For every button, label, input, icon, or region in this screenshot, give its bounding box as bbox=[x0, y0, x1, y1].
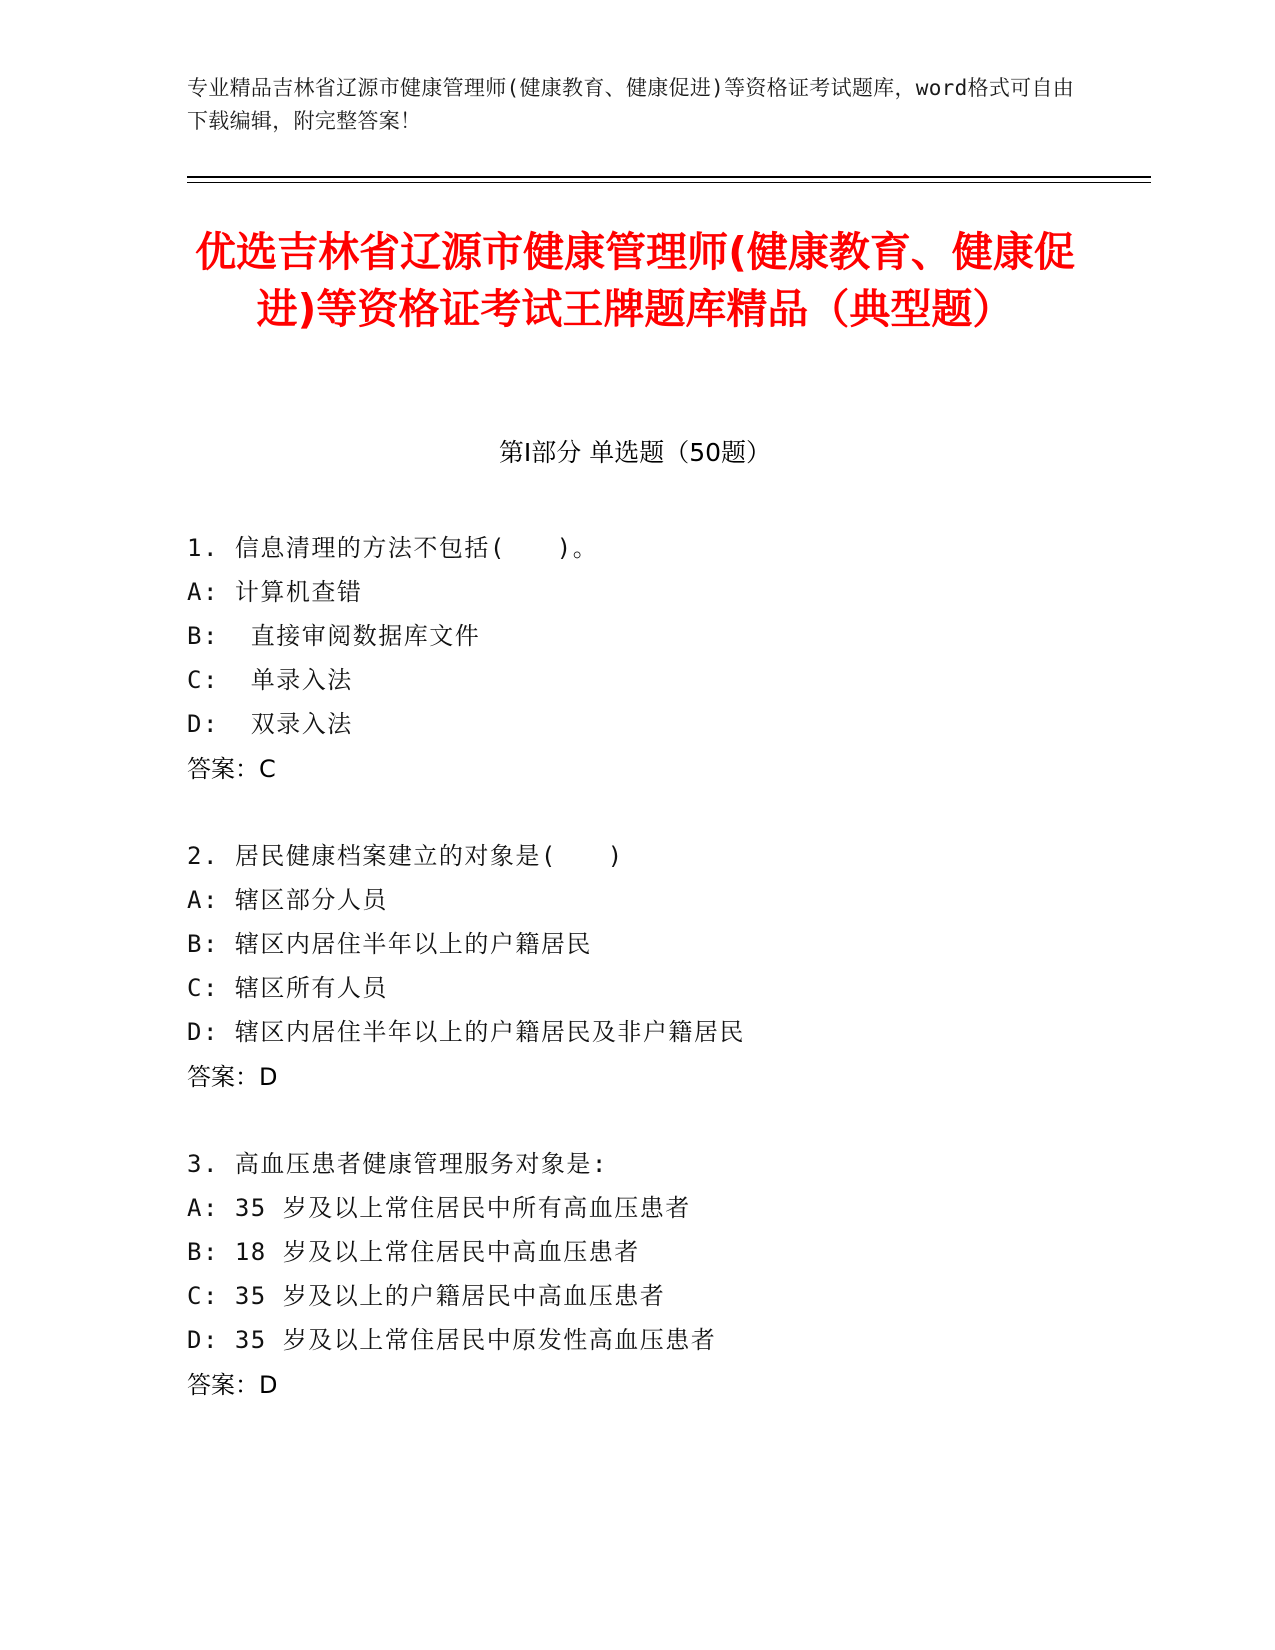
option-a: A: 辖区部分人员 bbox=[187, 886, 388, 914]
option-c: C: 单录入法 bbox=[187, 666, 353, 694]
question-stem: 1. 信息清理的方法不包括( )。 bbox=[187, 534, 599, 562]
question-stem: 3. 高血压患者健康管理服务对象是: bbox=[187, 1150, 608, 1178]
section-heading: 第Ⅰ部分 单选题（50题） bbox=[498, 438, 772, 467]
answer: 答案：D bbox=[187, 1371, 278, 1399]
answer: 答案：D bbox=[187, 1063, 278, 1091]
header-rule-thin bbox=[187, 182, 1151, 183]
question-3 bbox=[187, 1142, 1087, 1408]
answer: 答案：C bbox=[187, 755, 276, 783]
option-b: B: 辖区内居住半年以上的户籍居民 bbox=[187, 930, 592, 958]
option-c: C: 35 岁及以上的户籍居民中高血压患者 bbox=[187, 1282, 666, 1310]
option-b: B: 18 岁及以上常住居民中高血压患者 bbox=[187, 1238, 640, 1266]
option-d: D: 35 岁及以上常住居民中原发性高血压患者 bbox=[187, 1326, 717, 1354]
option-d: D: 双录入法 bbox=[187, 710, 353, 738]
question-stem: 2. 居民健康档案建立的对象是( ) bbox=[187, 842, 624, 870]
document-title: 优选吉林省辽源市健康管理师(健康教育、健康促进)等资格证考试王牌题库精品（典型题） bbox=[195, 228, 1075, 333]
question-list bbox=[187, 526, 1087, 1450]
question-2 bbox=[187, 834, 1087, 1100]
option-c: C: 辖区所有人员 bbox=[187, 974, 388, 1002]
option-a: A: 35 岁及以上常住居民中所有高血压患者 bbox=[187, 1194, 691, 1222]
option-b: B: 直接审阅数据库文件 bbox=[187, 622, 481, 650]
option-d: D: 辖区内居住半年以上的户籍居民及非户籍居民 bbox=[187, 1018, 745, 1046]
question-1 bbox=[187, 526, 1087, 792]
header-rule-thick bbox=[187, 176, 1151, 178]
option-a: A: 计算机查错 bbox=[187, 578, 363, 606]
header-note: 专业精品吉林省辽源市健康管理师(健康教育、健康促进)等资格证考试题库，word格式可自由下载编辑，附完整答案！ bbox=[187, 76, 1075, 133]
